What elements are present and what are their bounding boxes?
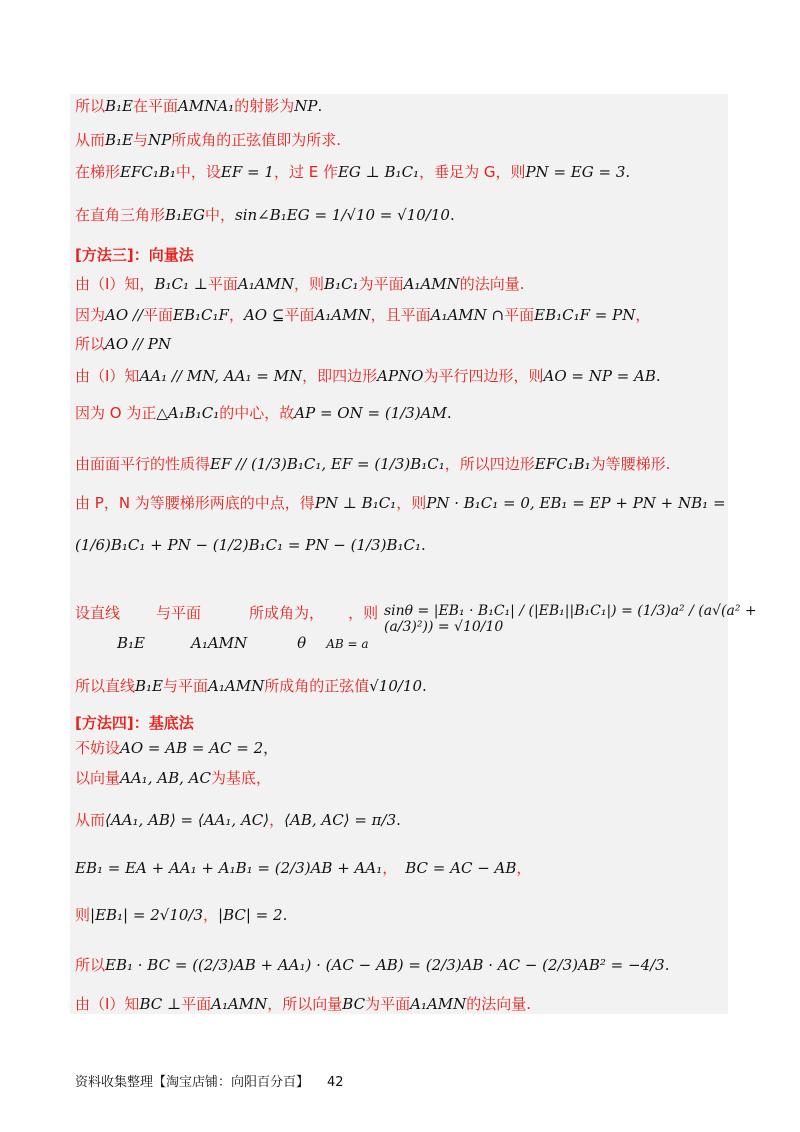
- text: 为基底，: [210, 769, 271, 787]
- math: A₁AMN: [314, 306, 371, 324]
- text: ，: [269, 811, 285, 829]
- page-footer: [75, 1071, 344, 1090]
- math: sin∠B₁EG = 1/√10 = √10/10: [235, 206, 450, 224]
- text: 从而: [75, 811, 106, 829]
- text-line: [75, 334, 171, 354]
- math: |EB₁| = 2√10/3: [90, 906, 203, 924]
- text: .: [655, 367, 661, 385]
- text: 因为 O 为正: [75, 404, 157, 422]
- text: 由（Ⅰ）知: [75, 367, 140, 385]
- text-line: [75, 768, 271, 788]
- math: √10/10: [369, 677, 423, 695]
- text-line: [75, 633, 369, 654]
- text: 与平面: [163, 677, 209, 695]
- math: AB = a: [326, 637, 369, 651]
- text: ，垂足为 G，则: [419, 163, 526, 181]
- text: ，所以四边形: [444, 455, 535, 473]
- math: AO ⊆: [243, 306, 285, 324]
- math: NP: [148, 131, 172, 149]
- text: 的法向量.: [459, 275, 525, 293]
- text: ，则: [294, 275, 325, 293]
- math: EB₁ · BC = ((2/3)AB + AA₁) · (AC − AB) = (2/3)AB · AC − (2/3)AB² = −4/3: [105, 956, 665, 974]
- math: AO //: [105, 306, 144, 324]
- text: 在平面: [133, 97, 179, 115]
- math: EF // (1/3)B₁C₁, EF = (1/3)B₁C₁: [210, 455, 445, 473]
- math: B₁E: [117, 634, 145, 652]
- text: ，: [228, 306, 244, 324]
- text: 设直线: [75, 604, 121, 622]
- text: 的法向量.: [466, 995, 532, 1013]
- text: 由（Ⅰ）知，: [75, 275, 155, 293]
- text: 的中心，故: [219, 404, 295, 422]
- math: EB₁ = EA + AA₁ + A₁B₁ = (2/3)AB + AA₁: [75, 859, 383, 877]
- text: ，过 E 作: [273, 163, 338, 181]
- math: BC = AC − AB: [405, 859, 517, 877]
- math: A₁AMN: [208, 677, 265, 695]
- text: 则: [75, 906, 91, 924]
- math: AP = ON = (1/3)AM: [294, 404, 447, 422]
- text: ，: [263, 739, 279, 757]
- sin-formula: sinθ = |EB₁ · B₁C₁| / (|EB₁||B₁C₁|) = (1/3)a² / (a√(a² + (a/3)²)) = √10/10: [384, 603, 757, 635]
- text: 与: [133, 131, 149, 149]
- text: ，则: [348, 604, 379, 622]
- footer-text: 资料收集整理【淘宝店铺：向阳百分百】: [75, 1075, 310, 1090]
- math: EG ⊥ B₁C₁: [337, 163, 420, 181]
- math: BC: [342, 995, 366, 1013]
- math: A₁AMN: [410, 995, 467, 1013]
- math: A₁AMN: [403, 275, 460, 293]
- math: B₁C₁: [324, 275, 359, 293]
- math: PN = EG = 3: [525, 163, 626, 181]
- text: ，: [382, 859, 398, 877]
- text-line: [75, 535, 426, 555]
- section-heading: [方法四]：基底法: [75, 714, 194, 732]
- math: A₁AMN: [211, 995, 268, 1013]
- math: AA₁ // MN, AA₁ = MN: [139, 367, 303, 385]
- text: ，: [516, 859, 532, 877]
- text-line: [75, 403, 452, 423]
- text-line: [75, 96, 322, 116]
- text: 的射影为: [234, 97, 295, 115]
- math: NP: [294, 97, 318, 115]
- math: PN ⊥ B₁C₁: [314, 494, 397, 512]
- math: A₁AMN: [191, 634, 248, 652]
- text: 由面面平行的性质得: [75, 455, 211, 473]
- text: 从而: [75, 131, 106, 149]
- text-line: [75, 454, 670, 474]
- text-line: [75, 305, 650, 325]
- text: .: [664, 956, 670, 974]
- text-line: [75, 603, 378, 623]
- text: ，: [309, 604, 325, 622]
- text: 为平面: [358, 275, 404, 293]
- text-line: [75, 162, 630, 182]
- text: .: [625, 163, 631, 181]
- text: 所以: [75, 97, 106, 115]
- text: 所以: [75, 335, 106, 353]
- math: AO = AB = AC = 2: [120, 739, 264, 757]
- text-line: [75, 676, 427, 696]
- math: θ: [297, 634, 307, 652]
- math: B₁C₁ ⊥: [154, 275, 208, 293]
- text-line: [75, 905, 287, 925]
- math: B₁E: [105, 97, 134, 115]
- text: ，: [203, 906, 219, 924]
- math: △A₁B₁C₁: [156, 404, 220, 422]
- page-number: 42: [327, 1075, 344, 1090]
- text-line: [75, 994, 531, 1014]
- text: .: [282, 906, 288, 924]
- math: A₁AMN: [237, 275, 295, 293]
- text: 为平面: [365, 995, 411, 1013]
- text: 为等腰梯形.: [590, 455, 671, 473]
- text-line: [75, 493, 726, 513]
- text: 平面: [284, 306, 315, 324]
- text: 平面: [181, 995, 212, 1013]
- math: ⟨AA₁, AB⟩ = ⟨AA₁, AC⟩: [105, 811, 270, 829]
- math: EB₁C₁F: [173, 306, 229, 324]
- text: 为平行四边形，则: [423, 367, 544, 385]
- text: 与平面: [156, 604, 202, 622]
- math: EFC₁B₁: [534, 455, 591, 473]
- text: 所以直线: [75, 677, 136, 695]
- text: .: [317, 97, 323, 115]
- math: B₁E: [105, 131, 134, 149]
- text: 平面: [143, 306, 174, 324]
- math: B₁EG: [165, 206, 205, 224]
- text-line: [75, 955, 669, 975]
- text: 在梯形: [75, 163, 121, 181]
- text: 在直角三角形: [75, 206, 166, 224]
- text: .: [446, 404, 452, 422]
- math: AO // PN: [105, 335, 172, 353]
- text: 以向量: [75, 769, 121, 787]
- text-line: [75, 274, 525, 294]
- text: 由（Ⅰ）知: [75, 995, 140, 1013]
- math: BC ⊥: [139, 995, 182, 1013]
- math: A₁AMN ∩: [430, 306, 505, 324]
- text: ，即四边形: [302, 367, 378, 385]
- math: ⟨AB, AC⟩ = π/3: [284, 811, 397, 829]
- text: 因为: [75, 306, 106, 324]
- math: AA₁, AB, AC: [120, 769, 211, 787]
- text: 所成角的正弦值: [264, 677, 370, 695]
- math: (1/6)B₁C₁ + PN − (1/2)B₁C₁ = PN − (1/3)B₁C₁: [75, 536, 421, 554]
- math: EFC₁B₁: [120, 163, 176, 181]
- text: 所成角的正弦值即为所求.: [171, 131, 342, 149]
- text: ，则: [396, 494, 427, 512]
- text-line: [75, 130, 341, 150]
- text: .: [449, 206, 455, 224]
- text: .: [422, 677, 427, 695]
- text: 由 P，N 为等腰梯形两底的中点，得: [75, 494, 315, 512]
- math: B₁E: [135, 677, 164, 695]
- text: 所成角为: [249, 604, 310, 622]
- text: 平面: [504, 306, 535, 324]
- text-line: [75, 205, 455, 225]
- text: ，且平面: [370, 306, 431, 324]
- math: EF = 1: [220, 163, 274, 181]
- text: ，: [635, 306, 651, 324]
- text-line: [75, 858, 531, 878]
- math: APNO: [377, 367, 424, 385]
- text: 不妨设: [75, 739, 121, 757]
- math: PN · B₁C₁ = 0, EB₁ = EP + PN + NB₁ =: [426, 494, 726, 512]
- text: 中，: [204, 206, 235, 224]
- text-line: [75, 810, 401, 830]
- text: .: [396, 811, 401, 829]
- math: AMNA₁: [178, 97, 235, 115]
- text: 中，设: [175, 163, 221, 181]
- text: 所以: [75, 956, 106, 974]
- text: ，所以向量: [267, 995, 343, 1013]
- section-heading: [方法三]：向量法: [75, 246, 194, 264]
- math: AO = NP = AB: [543, 367, 656, 385]
- text: .: [420, 536, 426, 554]
- text: 平面: [207, 275, 238, 293]
- math: EB₁C₁F = PN: [534, 306, 636, 324]
- text-line: [75, 738, 278, 758]
- math: |BC| = 2: [218, 906, 283, 924]
- text-line: [75, 366, 661, 386]
